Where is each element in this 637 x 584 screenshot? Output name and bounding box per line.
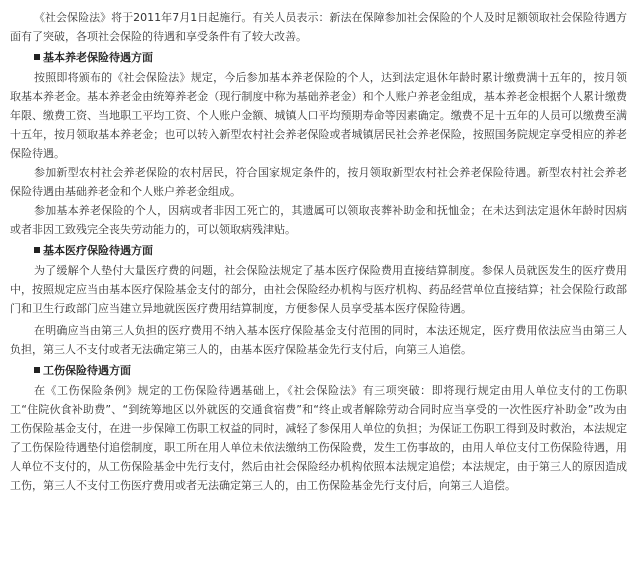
square-bullet-icon bbox=[34, 54, 40, 60]
section-heading-pension bbox=[10, 48, 627, 67]
paragraph: 参加基本养老保险的个人，因病或者非因工死亡的，其遗属可以领取丧葬补助金和抚恤金；在未达到法定退休年龄时因病或者非因工致残完全丧失劳动能力的，可以领取病残津贴。 bbox=[10, 204, 627, 236]
paragraph: 在《工伤保险条例》规定的工伤保险待遇基础上，《社会保险法》有三项突破：即将现行规定由用人单位支付的工伤职工“住院伙食补助费”、“到统筹地区以外就医的交通食宿费”和“终止或者解除劳动合同时应当享受的一次性医疗补助金”改为由工伤保险基金支付，在进一步保障工伤职工权益的同时，减轻了参保用人单位的负担；为保证工伤职工得到及时救治，本法规定了工伤保险待遇垫付追偿制度，职工所在用人单位未依法缴纳工伤保险费，发生工伤事故的，由用人单位支付工伤保险待遇，用人单位不支付的，从工伤保险基金中先行支付，然后由社会保险经办机构依照本法规定追偿；本法规定，由于第三人的原因造成工伤，第三人不支付工伤医疗费用或者无法确定第三人的，由工伤保险基金先行支付后，向第三人追偿。 bbox=[10, 384, 627, 492]
square-bullet-icon bbox=[34, 247, 40, 253]
section-heading-injury bbox=[10, 361, 627, 380]
square-bullet-icon bbox=[34, 367, 40, 373]
section-heading-medical bbox=[10, 241, 627, 260]
section-heading-text: 工伤保险待遇方面 bbox=[43, 364, 131, 377]
section-heading-text: 基本医疗保险待遇方面 bbox=[43, 244, 153, 257]
paragraph: 按照即将颁布的《社会保险法》规定，今后参加基本养老保险的个人，达到法定退休年龄时累计缴费满十五年的，按月领取基本养老金。基本养老金由统筹养老金（现行制度中称为基础养老金）和个人账户养老金组成，基本养老金根据个人累计缴费年限、缴费工资、当地职工平均工资、个人账户金额、城镇人口平均预期寿命等因素确定。缴费不足十五年的人员可以缴费至满十五年，按月领取基本养老金；也可以转入新型农村社会养老保险或者城镇居民社会养老保险，按照国务院规定享受相应的养老保险待遇。 bbox=[10, 71, 627, 160]
intro-paragraph: 《社会保险法》将于2011年7月1日起施行。有关人员表示：新法在保障参加社会保险的个人及时足额领取社会保险待遇方面有了突破，各项社会保险的待遇和享受条件有了较大改善。 bbox=[10, 11, 627, 43]
paragraph: 为了缓解个人垫付大量医疗费的问题，社会保险法规定了基本医疗保险费用直接结算制度。参保人员就医发生的医疗费用中，按照规定应当由基本医疗保险基金支付的部分，由社会保险经办机构与医疗机构、药品经营单位直接结算；社会保险行政部门和卫生行政部门应当建立异地就医医疗费用结算制度，方便参保人员享受基本医疗保险待遇。 bbox=[10, 264, 627, 315]
paragraph: 参加新型农村社会养老保险的农村居民，符合国家规定条件的，按月领取新型农村社会养老保险待遇。新型农村社会养老保险待遇由基础养老金和个人账户养老金组成。 bbox=[10, 166, 627, 198]
section-heading-text: 基本养老保险待遇方面 bbox=[43, 51, 153, 64]
paragraph: 在明确应当由第三人负担的医疗费用不纳入基本医疗保险基金支付范围的同时，本法还规定，医疗费用依法应当由第三人负担，第三人不支付或者无法确定第三人的，由基本医疗保险基金先行支付后，向第三人追偿。 bbox=[10, 324, 627, 356]
